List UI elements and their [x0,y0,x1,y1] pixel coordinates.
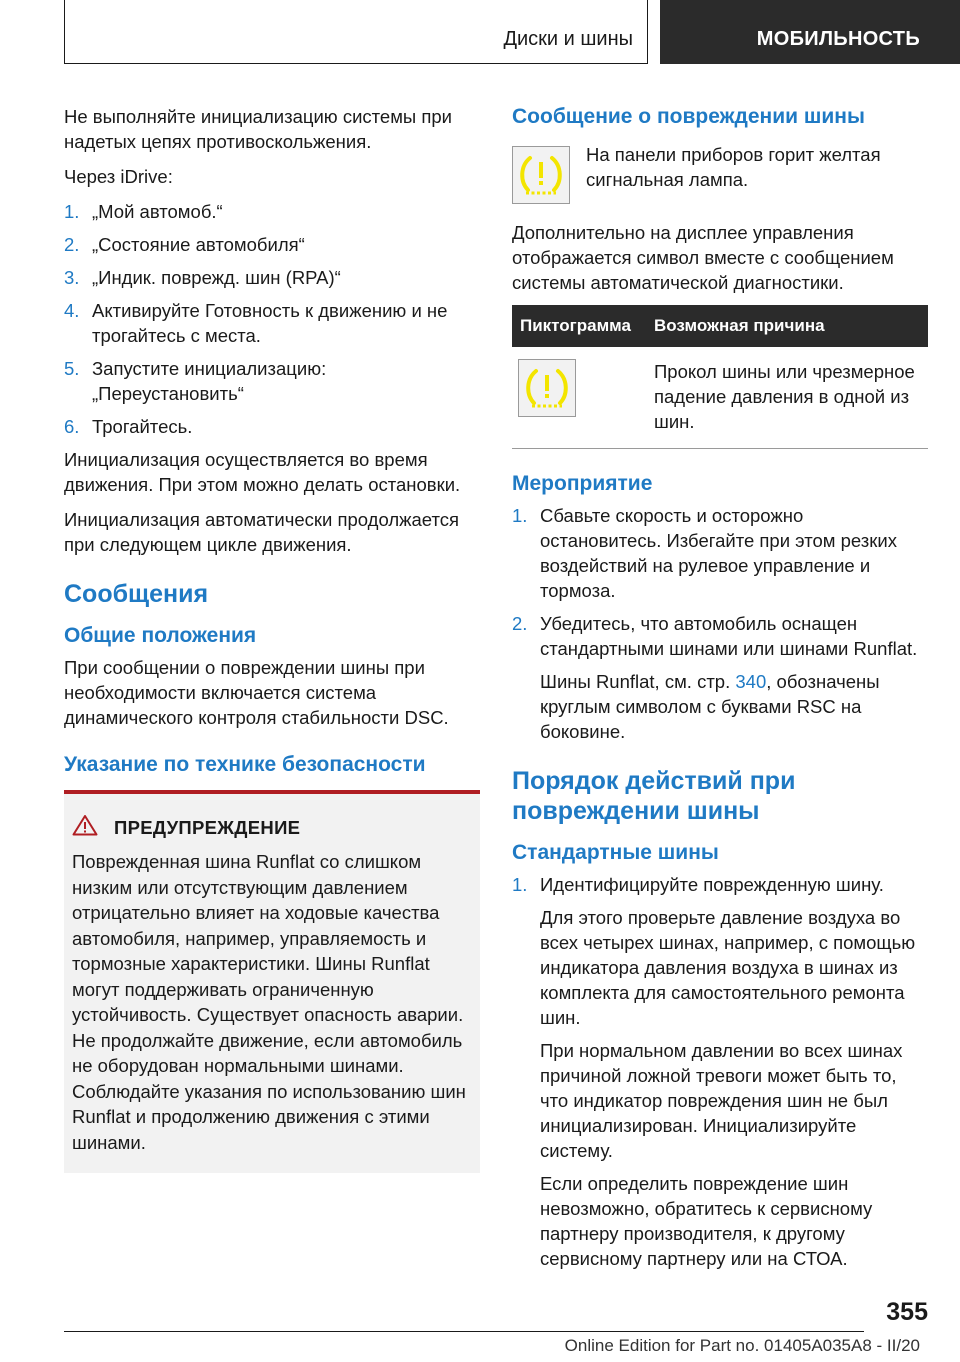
table-row [512,347,928,449]
std-sub-paragraph-1: Для этого проверьте давление воздуха во всех четырех шинах, например, с помощью индикатора давления воздуха в шинах из комплекта для самостоятельного ремонта шин. [540,907,916,1028]
std-sub-paragraph-2: При нормальном давлении во всех шинах причиной ложной тревоги может быть то, что индикатор повреждения шин не был инициализирован. Инициализируйте систему. [540,1040,903,1161]
runflat-note [540,669,928,744]
warning-title: ПРЕДУПРЕЖДЕНИЕ [114,816,301,838]
display-paragraph: Дополнительно на дисплее управления отображается символ вместе с сообщением системы автоматической диагностики. [512,222,894,293]
step-number: 2. [64,234,80,255]
list-item [64,298,480,348]
heading-general: Общие положения [64,624,257,647]
step-text: Сбавьте скорость и осторожно остановитесь. Избегайте при этом резких воздействий на рулевое управление и тормоза. [540,505,897,601]
idrive-steps [64,199,480,439]
list-item [512,503,928,603]
heading-safety: Указание по технике безопасности [64,753,426,776]
page-link-340[interactable]: 340 [735,671,767,692]
pictogram-table [512,305,928,449]
header-chapter-title: МОБИЛЬНОСТЬ [756,28,920,50]
heading-measures: Мероприятие [512,472,653,495]
table-header-cause: Возможная причина [646,305,928,347]
measures-list [512,503,928,744]
warning-triangle-icon [72,814,98,841]
step-text: Активируйте Готовность к движению и не трогайтесь с места. [92,300,448,346]
heading-tire-damage-message: Сообщение о повреждении шины [512,105,865,128]
list-item [64,414,480,439]
list-item [512,611,928,744]
list-item [64,199,480,224]
list-item [512,872,928,1271]
header-section-tab [64,0,648,64]
step-number: 4. [64,300,80,321]
table-header-pictogram: Пиктограмма [512,305,646,347]
warning-text: Поврежденная шина Runflat со слишком низким или отсутствующим давлением отрицательно влияет на ходовые качества автомобиля, например, управляемость и тормозные характеристики. Шины Runflat могут поддерживать ограниченную устойчивость. Существует опасность аварии. Не продолжайте движение, если автомобиль не оборудован нормальными шинами. Соблюдайте указания по использованию шин Runflat и продолжению движения с этими шинами. [72,851,466,1153]
step-text: „Мой автомоб.“ [92,201,223,222]
standard-steps [512,872,928,1271]
init-continue-paragraph: Инициализация автоматически продолжается при следующем цикле движения. [64,509,460,555]
header-chapter-tab [660,0,960,64]
left-column [64,104,480,1173]
runflat-note-text: Шины Runflat, см. стр. [540,671,731,692]
footer-edition: Online Edition for Part no. 01405A035A8 - II/20 [564,1336,920,1355]
lamp-row [512,142,928,204]
list-item [64,232,480,257]
step-number: 1. [512,874,528,895]
header-section-title: Диски и шины [503,28,633,50]
step-number: 1. [64,201,80,222]
step-number: 5. [64,358,80,379]
heading-procedure: Порядок действий при повреждении шины [512,767,796,825]
intro-paragraph: Не выполняйте инициализацию системы при надетых цепях противоскольжения. [64,106,453,152]
list-item [64,356,480,406]
general-paragraph: При сообщении о повреждении шины при необходимости включается система динамического контроля стабильности DSC. [64,657,449,728]
page-number: 355 [886,1298,928,1326]
right-column [512,104,928,1279]
init-paragraph: Инициализация осуществляется во время движения. При этом можно делать остановки. [64,449,461,495]
warning-header [72,814,470,841]
step-number: 1. [512,505,528,526]
step-text: „Состояние автомобиля“ [92,234,305,255]
tire-pressure-warning-icon [512,146,570,204]
table-cell-cause: Прокол шины или чрезмерное падение давления в одной из шин. [646,347,928,449]
std-sub-paragraph-3: Если определить повреждение шин невозможно, обратитесь к сервисному партнеру производителя, к другому сервисному партнеру или на СТОА. [540,1173,873,1269]
step-text: Убедитесь, что автомобиль оснащен стандартными шинами или шинами Runflat. [540,613,918,659]
runflat-note-text-end: , обозначены круглым символом с буквами RSC на боковине. [540,671,880,742]
tire-pressure-warning-icon [518,359,576,417]
list-item [64,265,480,290]
heading-messages: Сообщения [64,580,209,608]
table-cell-pictogram [512,347,646,449]
step-number: 6. [64,416,80,437]
step-text: Трогайтесь. [92,416,193,437]
idrive-intro: Через iDrive: [64,166,173,187]
step-text: Идентифицируйте поврежденную шину. [540,874,884,895]
step-number: 2. [512,613,528,634]
step-number: 3. [64,267,80,288]
heading-standard-tires: Стандартные шины [512,841,719,864]
step-text: „Индик. поврежд. шин (RPA)“ [92,267,341,288]
lamp-paragraph: На панели приборов горит желтая сигнальная лампа. [586,144,881,190]
step-text: Запустите инициализацию: „Переустановить“ [92,358,327,404]
footer-rule [64,1331,864,1332]
warning-box [64,794,480,1173]
